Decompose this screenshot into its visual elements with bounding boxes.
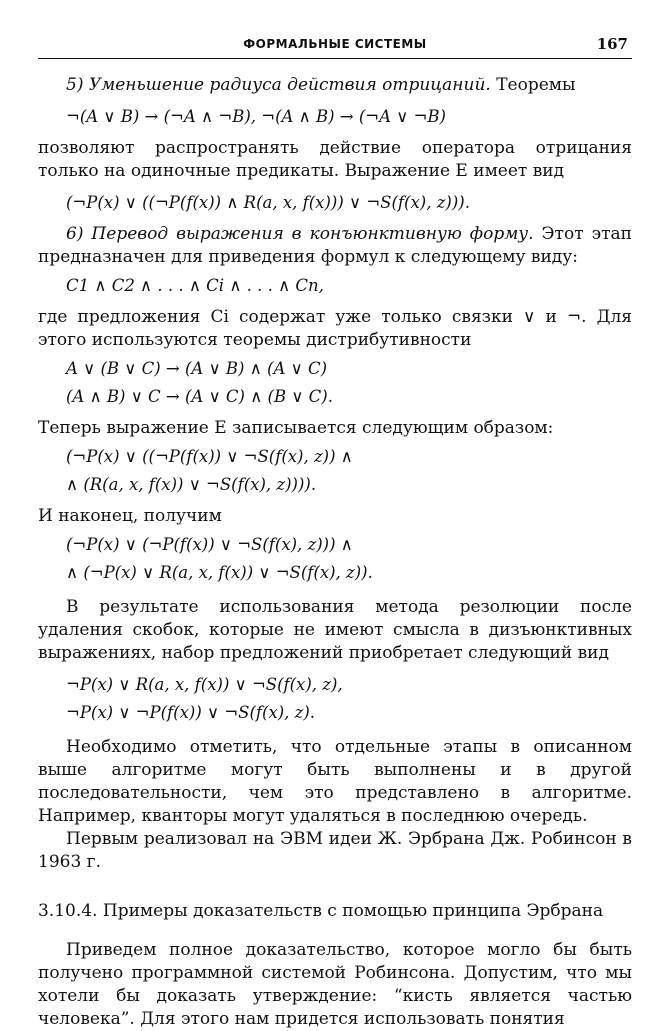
page-header (38, 36, 632, 59)
step-6-text: Этот этап предназначен для приведения формул к следующему виду: (38, 224, 632, 267)
formula-clause-set-2: ¬P(x) ∨ ¬P(f(x)) ∨ ¬S(f(x), z). (66, 703, 316, 722)
paragraph-finally: И наконец, получим (38, 506, 222, 526)
formula-expression-e-1: (¬P(x) ∨ ((¬P(f(x)) ∧ R(a, x, f(x))) ∨ ¬S(f(x), z))). (66, 193, 470, 212)
step-5-text: Теоремы (490, 75, 576, 95)
paragraph-clauses: где предложения Ci содержат уже только связки ∨ и ¬. Для этого используются теоремы дистрибутивности (38, 307, 632, 350)
paragraph-negation: позволяют распространять действие оператора отрицания только на одиночные предикаты. Выражение E имеет вид (38, 138, 632, 181)
page-number: 167 (596, 35, 628, 53)
formula-expression-e-3-line-2: ∧ (¬P(x) ∨ R(a, x, f(x)) ∨ ¬S(f(x), z)). (66, 563, 373, 582)
formula-expression-e-3-line-1: (¬P(x) ∨ (¬P(f(x)) ∨ ¬S(f(x), z))) ∧ (66, 535, 353, 554)
page-body (38, 74, 632, 1031)
section-heading-3-10-4: 3.10.4. Примеры доказательств с помощью принципа Эрбрана (38, 901, 604, 921)
formula-expression-e-2-line-2: ∧ (R(a, x, f(x)) ∨ ¬S(f(x), z)))). (66, 475, 317, 494)
step-6-heading: 6) Перевод выражения в конъюнктивную форму. (66, 224, 534, 244)
paragraph-robinson: Первым реализовал на ЭВМ идеи Ж. Эрбрана Дж. Робинсон в 1963 г. (38, 829, 632, 872)
paragraph-resolution-result: В результате использования метода резолюции после удаления скобок, которые не имеют смысла в дизъюнктивных выражениях, набор предложений приобретает следующий вид (38, 597, 632, 663)
formula-de-morgan: ¬(A ∨ B) → (¬A ∧ ¬B), ¬(A ∧ B) → (¬A ∨ ¬B) (66, 107, 446, 126)
formula-cnf: C1 ∧ C2 ∧ . . . ∧ Ci ∧ . . . ∧ Cn, (66, 276, 324, 295)
running-title: ФОРМАЛЬНЫЕ СИСТЕМЫ (243, 37, 427, 51)
formula-distributivity-1: A ∨ (B ∨ C) → (A ∨ B) ∧ (A ∨ C) (66, 359, 328, 378)
formula-distributivity-2: (A ∧ B) ∨ C → (A ∨ C) ∧ (B ∨ C). (66, 387, 333, 406)
formula-expression-e-2-line-1: (¬P(x) ∨ ((¬P(f(x)) ∨ ¬S(f(x), z)) ∧ (66, 447, 353, 466)
paragraph-note: Необходимо отметить, что отдельные этапы в описанном выше алгоритме могут быть выполнены и в другой последовательности, чем это представлено в алгоритме. Например, кванторы могут удаляться в последнюю очередь. (38, 737, 632, 826)
paragraph-step-6 (38, 223, 632, 269)
paragraph-proof-intro: Приведем полное доказательство, которое могло бы быть получено программной системой Робинсона. Допустим, что мы хотели бы доказать утверждение: “кисть является частью человека”. Для этого нам придется использовать понятия (38, 940, 632, 1029)
formula-clause-set-1: ¬P(x) ∨ R(a, x, f(x)) ∨ ¬S(f(x), z), (66, 675, 343, 694)
step-5-heading: 5) Уменьшение радиуса действия отрицаний. (66, 75, 491, 95)
paragraph-now-e: Теперь выражение E записывается следующим образом: (38, 418, 554, 438)
paragraph-step-5 (38, 74, 632, 97)
